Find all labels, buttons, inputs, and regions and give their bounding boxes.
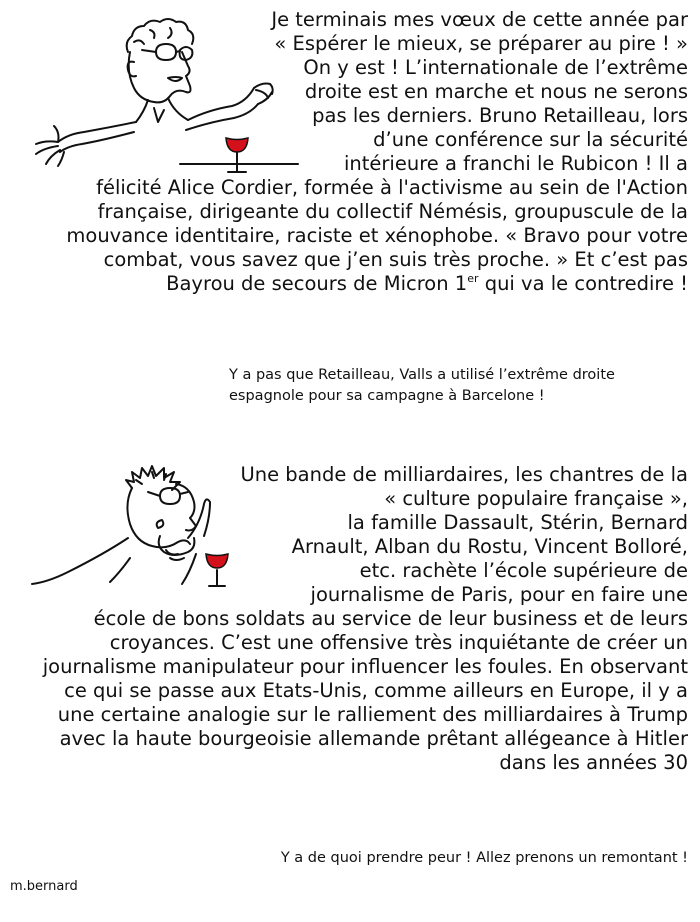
text-line: pas les derniers. Bruno Retailleau, lors [312,104,688,127]
text-line: journalisme manipulateur pour influencer les foules. En observant [42,655,688,678]
text-line: dans les années 30 [499,751,688,774]
text-line: On y est ! L’internationale de l’extrême [303,56,688,79]
text-line: croyances. C’est une offensive très inquiétante de créer un [109,631,688,654]
superscript: er [467,272,479,285]
text-line: « Espérer le mieux, se préparer au pire ! » [274,32,688,55]
signature: m.bernard [10,879,78,894]
text-line: ce qui se passe aux Etats-Unis, comme ailleurs en Europe, il y a [64,679,688,702]
text-line: française, dirigeante du collectif Némésis, groupuscule de la [97,200,688,223]
text-line: une certaine analogie sur le ralliement des milliardaires à Trump [57,703,688,726]
text-line: journalisme de Paris, pour en faire une [310,583,688,606]
text-fragment: Bayrou de secours de Micron 1 [166,272,468,295]
text-line: « culture populaire française », [384,487,688,510]
note-line: espagnole pour sa campagne à Barcelone ! [229,388,545,404]
text-line: droite est en marche et nous ne serons [304,80,688,103]
text-line: etc. rachète l’école supérieure de [359,559,688,582]
text-line: mouvance identitaire, raciste et xénophobe. « Bravo pour votre [66,224,688,247]
text-line: Arnault, Alban du Rostu, Vincent Bolloré, [291,535,688,558]
text-line: la famille Dassault, Stérin, Bernard [347,511,688,534]
text-line: école de bons soldats au service de leur business et de leurs [93,607,688,630]
paragraph-retailleau [18,8,688,296]
note-line: Y a pas que Retailleau, Valls a utilisé l’extrême droite [229,367,615,383]
text-line: avec la haute bourgeoisie allemande prêtant allégeance à Hitler [59,727,688,750]
text-line: félicité Alice Cordier, formée à l'activisme au sein de l'Action [96,176,688,199]
text-line: Une bande de milliardaires, les chantres de la [240,463,688,486]
text-line-last [18,272,688,296]
text-line: combat, vous savez que j’en suis très proche. » Et c’est pas [103,248,688,271]
text-line: Je terminais mes vœux de cette année par [271,8,688,31]
text-line: d’une conférence sur la sécurité [373,128,688,151]
note-valls [229,365,615,407]
note-remontant: Y a de quoi prendre peur ! Allez prenons un remontant ! [280,850,688,866]
text-fragment: qui va le contredire ! [478,272,688,295]
text-line: intérieure a franchi le Rubicon ! Il a [343,152,688,175]
paragraph-milliardaires [8,463,688,775]
